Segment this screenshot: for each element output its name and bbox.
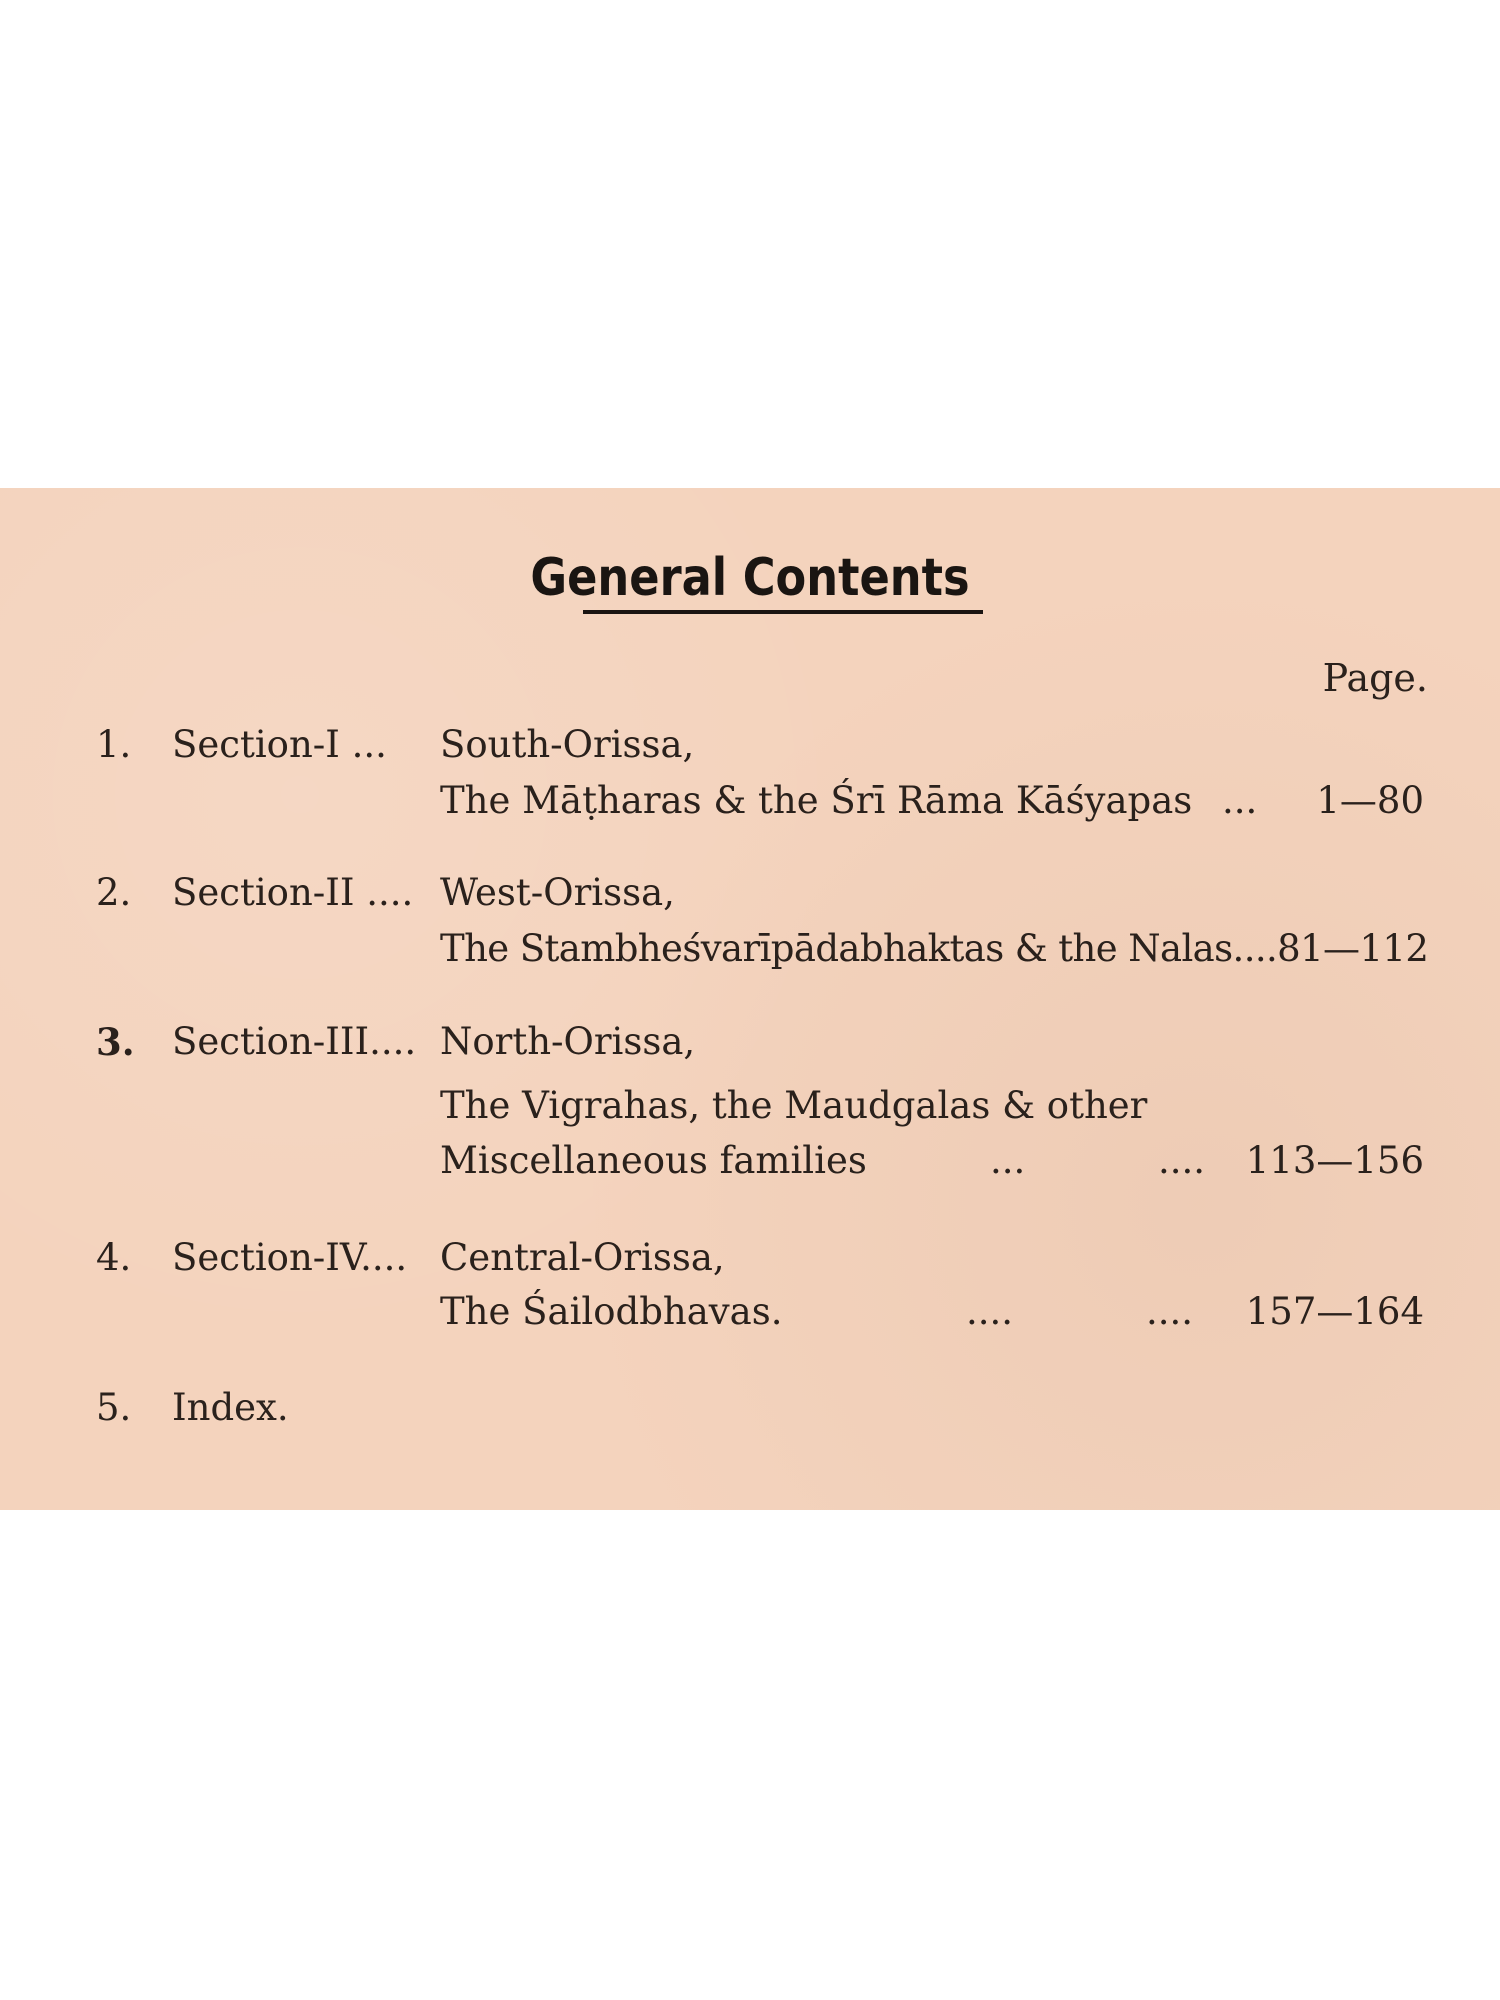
entry-line: South-Orissa, xyxy=(440,723,695,766)
entry-pages: 1—80 xyxy=(1316,779,1424,822)
entry-line: The Śailodbhavas. xyxy=(440,1290,783,1333)
leader-dots: ... xyxy=(990,1139,1026,1182)
entry-section: Section-II .... xyxy=(172,871,414,914)
entry-line: North-Orissa, xyxy=(440,1020,696,1063)
entry-pages: 113—156 xyxy=(1245,1139,1424,1182)
entry-number: 5. xyxy=(96,1386,132,1429)
entry-number: 3. xyxy=(96,1020,135,1064)
title-underline xyxy=(583,610,983,614)
leader-dots: .... xyxy=(1158,1139,1206,1182)
entry-section: Section-III.... xyxy=(172,1020,417,1063)
entry-line: The Vigrahas, the Maudgalas & other xyxy=(440,1084,1148,1127)
entry-line: The Māṭharas & the Śrī Rāma Kāśyapas xyxy=(440,779,1193,822)
entry-pages: 157—164 xyxy=(1245,1290,1424,1333)
entry-number: 1. xyxy=(96,723,132,766)
entry-section: Section-IV.... xyxy=(172,1236,408,1279)
entry-number: 4. xyxy=(96,1236,132,1279)
leader-dots: ... xyxy=(1222,779,1258,822)
entry-section: Section-I ... xyxy=(172,723,387,766)
page-title: General Contents xyxy=(530,548,970,608)
entry-number: 2. xyxy=(96,871,132,914)
contents-page xyxy=(0,488,1500,1510)
entry-section: Index. xyxy=(172,1386,289,1429)
entry-line: Central-Orissa, xyxy=(440,1236,725,1279)
leader-dots: .... xyxy=(1146,1290,1194,1333)
leader-dots: .... xyxy=(966,1290,1014,1333)
entry-line: West-Orissa, xyxy=(440,871,675,914)
entry-line: Miscellaneous families xyxy=(440,1139,867,1182)
entry-line: The Stambheśvarīpādabhaktas & the Nalas....81—112 xyxy=(440,927,1429,970)
page-column-header: Page. xyxy=(1322,656,1428,700)
